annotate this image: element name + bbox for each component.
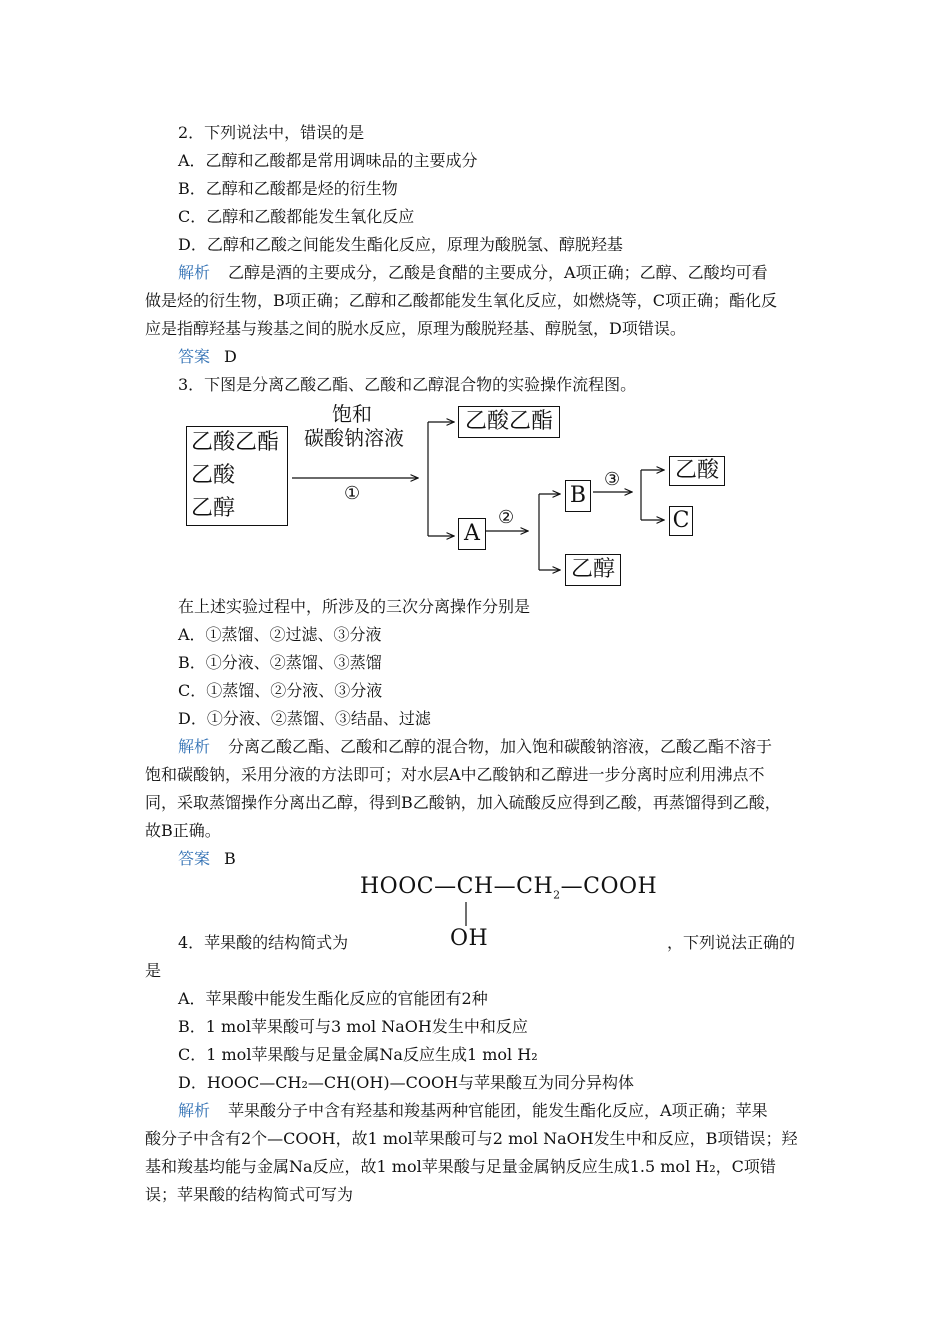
q3-option-b: B．①分液、②蒸馏、③蒸馏 — [178, 653, 382, 672]
q2-answer — [178, 347, 237, 367]
mixture-alcohol: 乙醇 — [191, 495, 236, 521]
answer-label: 答案 — [178, 347, 211, 366]
q4-stem-right: ，下列说法正确的 — [667, 933, 796, 952]
analysis-text: 苹果酸分子中含有羟基和羧基两种官能团，能发生酯化反应，A项正确；苹果 — [228, 1101, 768, 1120]
reagent-label-line1: 饱和 — [332, 402, 372, 426]
mixture-acid: 乙酸 — [191, 462, 236, 488]
analysis-label: 解析 — [178, 1101, 211, 1120]
analysis-label: 解析 — [178, 737, 211, 756]
formula-hydroxyl: OH — [450, 926, 489, 951]
q4-analysis-line1 — [178, 1101, 768, 1121]
analysis-label: 解析 — [178, 263, 211, 282]
q2-option-d: D．乙醇和乙酸之间能发生酯化反应，原理为酸脱氢、醇脱羟基 — [178, 235, 623, 254]
q4-analysis-line4: 误；苹果酸的结构简式可写为 — [145, 1185, 354, 1204]
q2-stem: 2．下列说法中，错误的是 — [178, 123, 365, 142]
mixture-box — [186, 426, 288, 526]
box-b: B — [565, 480, 591, 512]
separation-flowchart — [180, 398, 740, 588]
q3-analysis-line2: 饱和碳酸钠，采用分液的方法即可；对水层A中乙酸钠和乙醇进一步分离时应利用沸点不 — [145, 765, 765, 784]
q3-option-a: A．①蒸馏、②过滤、③分液 — [178, 625, 382, 644]
q3-analysis-line3: 同，采取蒸馏操作分离出乙醇，得到B乙酸钠，加入硫酸反应得到乙酸，再蒸馏得到乙酸， — [145, 793, 781, 812]
q2-analysis-line3: 应是指醇羟基与羧基之间的脱水反应，原理为酸脱羟基、醇脱氢，D项错误。 — [145, 319, 686, 338]
q4-stem-left: 4．苹果酸的结构简式为 — [178, 933, 349, 952]
box-c: C — [669, 506, 693, 536]
q3-analysis-line1 — [178, 737, 772, 757]
step3-marker: ③ — [604, 469, 621, 490]
q4-option-a: A．苹果酸中能发生酯化反应的官能团有2种 — [178, 989, 488, 1008]
product-alcohol-box: 乙醇 — [565, 554, 621, 586]
formula-chain-part1: HOOC—CH—CH — [360, 874, 554, 899]
q4-analysis-line2: 酸分子中含有2个—COOH，故1 mol苹果酸可与2 mol NaOH发生中和反应，B项错误；羟 — [145, 1129, 798, 1148]
step1-marker: ① — [344, 483, 361, 504]
q4-option-c: C．1 mol苹果酸与足量金属Na反应生成1 mol H₂ — [178, 1045, 538, 1064]
q3-analysis-line4: 故B正确。 — [145, 821, 221, 840]
q2-analysis-line1 — [178, 263, 808, 283]
q2-option-c: C．乙醇和乙酸都能发生氧化反应 — [178, 207, 415, 226]
q3-option-d: D．①分液、②蒸馏、③结晶、过滤 — [178, 709, 431, 728]
formula-main-chain — [360, 874, 657, 908]
q2-option-a: A．乙醇和乙酸都是常用调味品的主要成分 — [178, 151, 478, 170]
analysis-text: 分离乙酸乙酯、乙酸和乙醇的混合物，加入饱和碳酸钠溶液，乙酸乙酯不溶于 — [228, 737, 773, 756]
step2-marker: ② — [498, 507, 515, 528]
q3-option-c: C．①蒸馏、②分液、③分液 — [178, 681, 383, 700]
q4-option-b: B．1 mol苹果酸可与3 mol NaOH发生中和反应 — [178, 1017, 528, 1036]
q4-analysis-line3: 基和羧基均能与金属Na反应，故1 mol苹果酸与足量金属钠反应生成1.5 mol H₂，C项错 — [145, 1157, 776, 1176]
q3-question: 在上述实验过程中，所涉及的三次分离操作分别是 — [178, 597, 531, 616]
q3-answer — [178, 849, 236, 869]
product-acid-box: 乙酸 — [669, 456, 725, 486]
q4-stem-cont: 是 — [145, 961, 162, 980]
formula-subscript: 2 — [553, 888, 561, 902]
answer-label: 答案 — [178, 849, 211, 868]
reagent-label-line2: 碳酸钠溶液 — [304, 426, 404, 450]
product-ester-box: 乙酸乙酯 — [458, 406, 560, 438]
mixture-ester: 乙酸乙酯 — [191, 430, 280, 456]
answer-value: D — [224, 347, 237, 366]
answer-value: B — [224, 849, 236, 868]
box-a: A — [458, 518, 486, 550]
analysis-text: 乙醇是酒的主要成分，乙酸是食醋的主要成分，A项正确；乙醇、乙酸均可看 — [228, 263, 768, 282]
q3-stem: 3．下图是分离乙酸乙酯、乙酸和乙醇混合物的实验操作流程图。 — [178, 375, 637, 394]
q2-analysis-line2: 做是烃的衍生物，B项正确；乙醇和乙酸都能发生氧化反应，如燃烧等，C项正确；酯化反 — [145, 291, 778, 310]
q4-option-d: D．HOOC—CH₂—CH(OH)—COOH与苹果酸互为同分异构体 — [178, 1073, 635, 1092]
q2-option-b: B．乙醇和乙酸都是烃的衍生物 — [178, 179, 398, 198]
formula-chain-part2: —COOH — [560, 874, 658, 899]
malic-acid-structure — [360, 872, 680, 952]
